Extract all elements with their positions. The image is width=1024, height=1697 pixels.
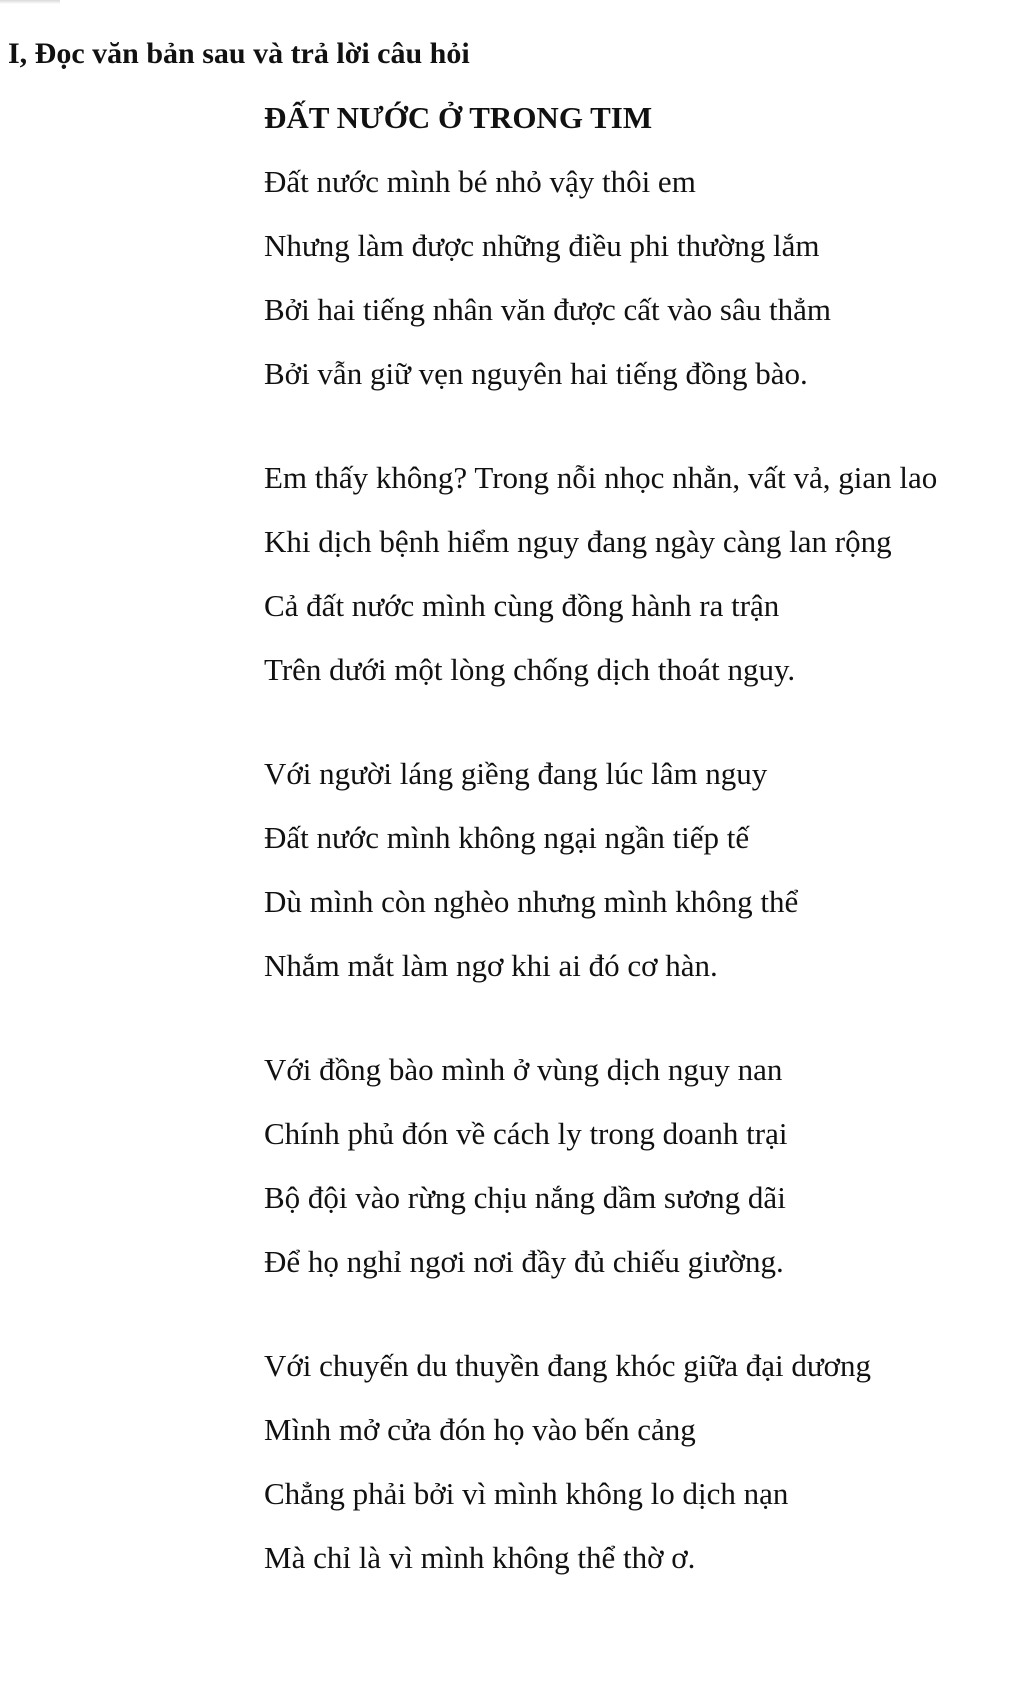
section-heading: I, Đọc văn bản sau và trả lời câu hỏi xyxy=(8,37,470,70)
stanza-5 xyxy=(264,1346,1014,1578)
poem-line: Trên dưới một lòng chống dịch thoát nguy. xyxy=(264,652,796,687)
poem-line: Đất nước mình bé nhỏ vậy thôi em xyxy=(264,164,696,199)
poem-title: ĐẤT NƯỚC Ở TRONG TIM xyxy=(264,100,653,135)
stanza-4 xyxy=(264,1050,1014,1282)
poem-line: Em thấy không? Trong nỗi nhọc nhằn, vất vả, gian lao xyxy=(264,460,938,495)
poem-line: Bộ đội vào rừng chịu nắng dầm sương dãi xyxy=(264,1180,786,1215)
poem xyxy=(264,98,1014,1578)
poem-line: Chẳng phải bởi vì mình không lo dịch nạn xyxy=(264,1476,789,1511)
poem-line: Với người láng giềng đang lúc lâm nguy xyxy=(264,756,768,791)
poem-line: Đất nước mình không ngại ngần tiếp tế xyxy=(264,820,750,855)
poem-line: Mình mở cửa đón họ vào bến cảng xyxy=(264,1412,696,1447)
poem-line: Nhắm mắt làm ngơ khi ai đó cơ hàn. xyxy=(264,948,718,983)
poem-line: Để họ nghỉ ngơi nơi đầy đủ chiếu giường. xyxy=(264,1244,784,1279)
poem-line: Mà chỉ là vì mình không thể thờ ơ. xyxy=(264,1540,696,1575)
poem-line: Dù mình còn nghèo nhưng mình không thể xyxy=(264,884,799,919)
poem-line: Với đồng bào mình ở vùng dịch nguy nan xyxy=(264,1052,783,1087)
cropped-text-fragment xyxy=(0,0,60,4)
stanza-1 xyxy=(264,162,1014,394)
poem-line: Cả đất nước mình cùng đồng hành ra trận xyxy=(264,588,780,623)
poem-line: Bởi hai tiếng nhân văn được cất vào sâu thẳm xyxy=(264,292,831,327)
poem-line: Chính phủ đón về cách ly trong doanh trại xyxy=(264,1116,788,1151)
poem-line: Với chuyến du thuyền đang khóc giữa đại dương xyxy=(264,1348,872,1383)
poem-line: Bởi vẫn giữ vẹn nguyên hai tiếng đồng bào. xyxy=(264,356,808,391)
stanza-2 xyxy=(264,458,1014,690)
poem-line: Khi dịch bệnh hiểm nguy đang ngày càng lan rộng xyxy=(264,524,892,559)
poem-line: Nhưng làm được những điều phi thường lắm xyxy=(264,228,820,263)
stanza-3 xyxy=(264,754,1014,986)
